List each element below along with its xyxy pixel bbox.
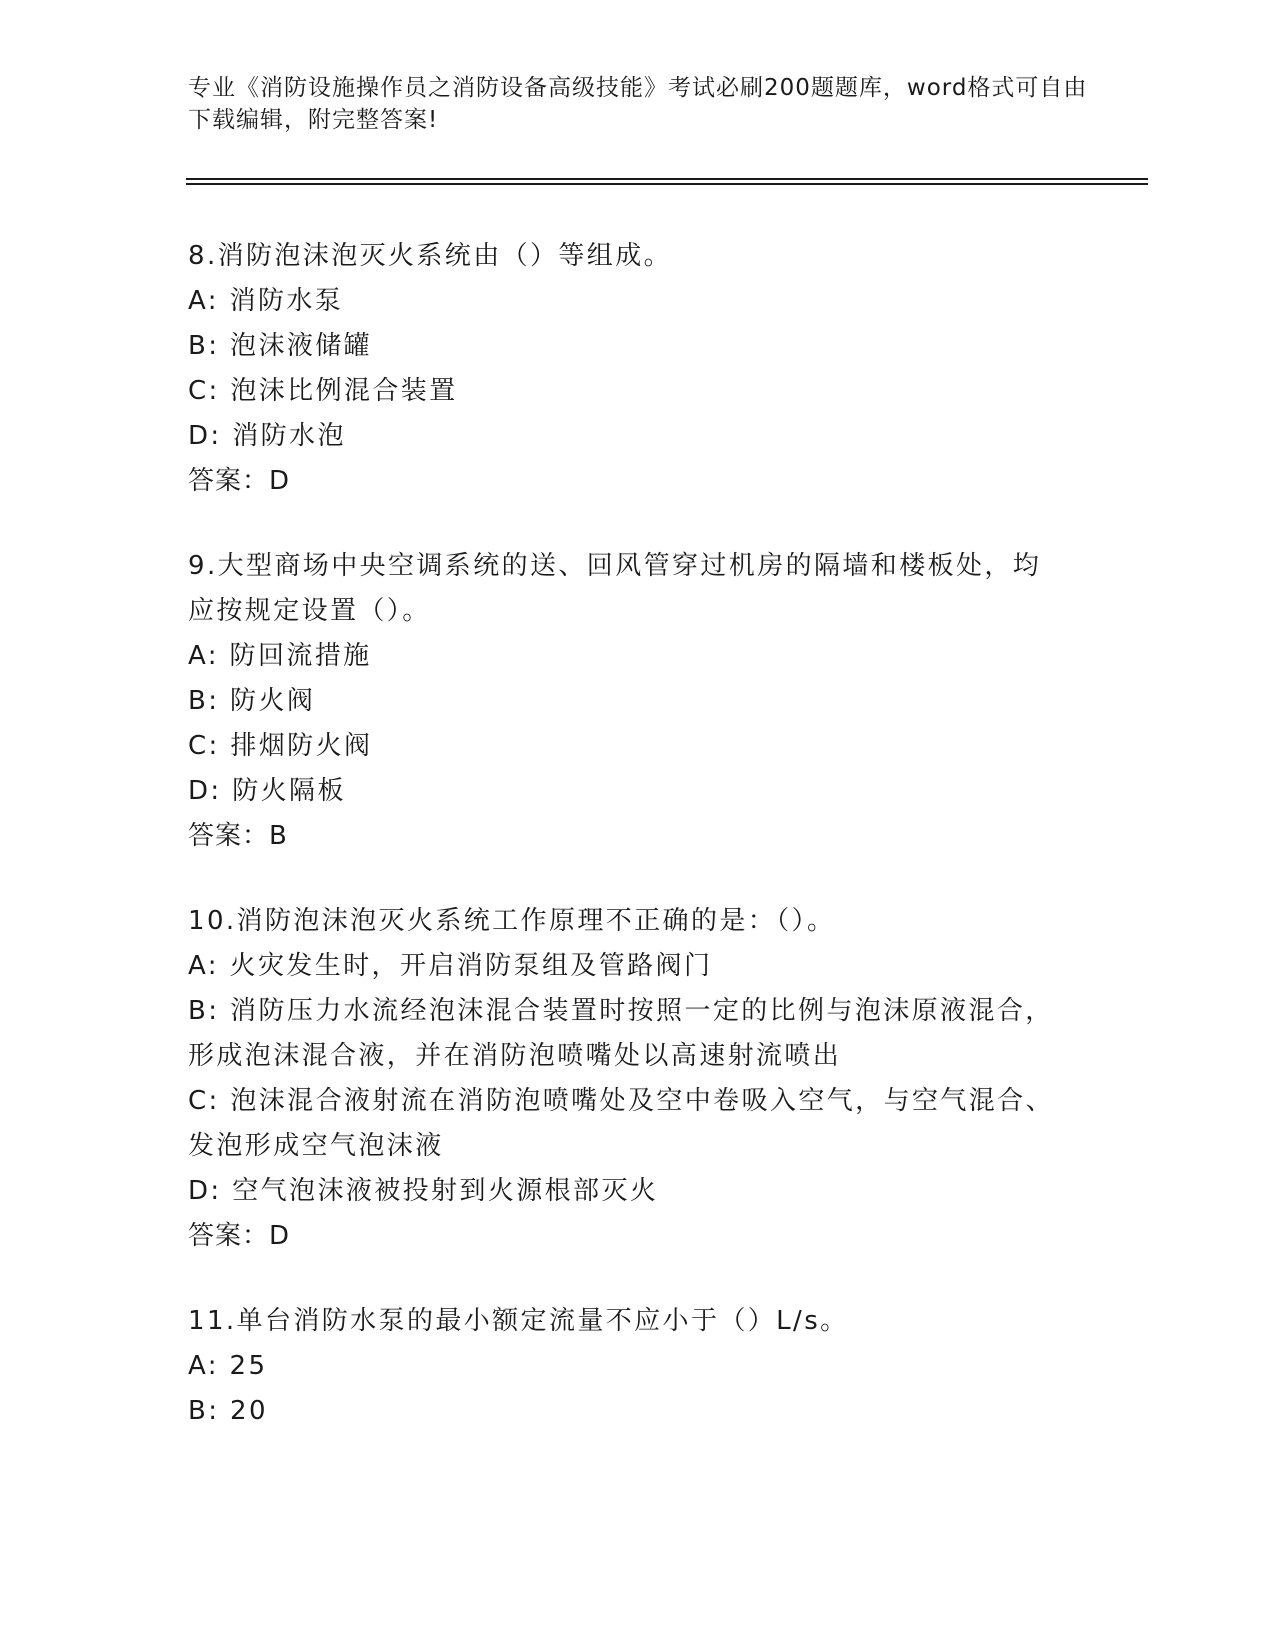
option-c: C: 泡沫比例混合装置 [188, 376, 458, 406]
option-a: A: 防回流措施 [188, 641, 372, 671]
option-d: D: 空气泡沫液被投射到火源根部灭火 [188, 1176, 659, 1206]
question-11 [188, 1299, 1068, 1434]
option-a: A: 火灾发生时，开启消防泵组及管路阀门 [188, 951, 713, 981]
header-intro-text: 专业《消防设施操作员之消防设备高级技能》考试必刷200题题库，word格式可自由下载编辑，附完整答案! [188, 75, 1088, 133]
question-list [188, 234, 1068, 1474]
option-a: A: 25 [188, 1351, 268, 1381]
question-9 [188, 544, 1068, 859]
option-d: D: 消防水泡 [188, 421, 346, 451]
option-a: A: 消防水泵 [188, 286, 344, 316]
answer-line: 答案：B [188, 821, 288, 851]
answer-line: 答案：D [188, 466, 291, 496]
option-b: B: 泡沫液储罐 [188, 331, 373, 361]
question-stem: 9.大型商场中央空调系统的送、回风管穿过机房的隔墙和楼板处，均应按规定设置（）。 [188, 551, 1042, 626]
document-header [188, 72, 1088, 136]
question-8 [188, 234, 1068, 504]
option-b: B: 防火阀 [188, 686, 316, 716]
header-divider-bottom [186, 183, 1148, 185]
option-b: B: 消防压力水流经泡沫混合装置时按照一定的比例与泡沫原液混合，形成泡沫混合液，并在消防泡喷嘴处以高速射流喷出 [188, 996, 1054, 1071]
question-stem: 11.单台消防水泵的最小额定流量不应小于（）L/s。 [188, 1306, 849, 1336]
option-b: B: 20 [188, 1396, 268, 1426]
question-stem: 8.消防泡沫泡灭火系统由（）等组成。 [188, 241, 673, 271]
option-c: C: 泡沫混合液射流在消防泡喷嘴处及空中卷吸入空气，与空气混合、发泡形成空气泡沫液 [188, 1086, 1054, 1161]
question-stem: 10.消防泡沫泡灭火系统工作原理不正确的是：（）。 [188, 906, 836, 936]
option-d: D: 防火隔板 [188, 776, 346, 806]
answer-line: 答案：D [188, 1221, 291, 1251]
question-10 [188, 899, 1068, 1259]
header-divider-top [186, 178, 1148, 180]
option-c: C: 排烟防火阀 [188, 731, 373, 761]
